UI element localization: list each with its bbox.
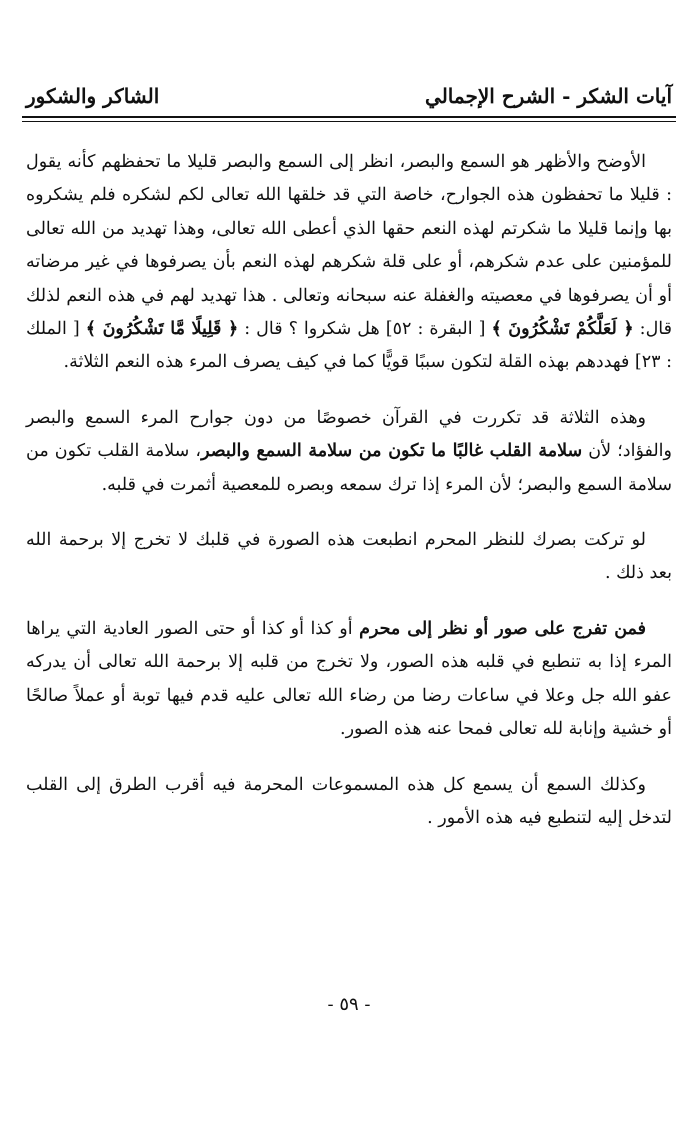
paragraph-5: وكذلك السمع أن يسمع كل هذه المسموعات المحرمة فيه أقرب الطرق إلى القلب لتدخل إليه لتنطبع فيه هذه الأمور . xyxy=(26,774,672,828)
paragraph-4-text: أو كذا أو كذا أو حتى الصور العادية التي يراها المرء إذا به تنطبع في قلبه هذه الصور، ولا تخرج من قلبه إلا برحمة الله تعالى أن يدركه عفو الله جل وعلا في ساعات رضا من رضاء الله تعالى عليه قدم فيها توبة أو عملاً صالحًا أو خشية وإنابة لله تعالى فمحا عنه هذه الصور. xyxy=(26,618,672,740)
page-number: - ٥٩ - xyxy=(327,994,371,1015)
quran-verse-1: ﴿ لَعَلَّكُمْ تَشْكُرُونَ ﴾ xyxy=(491,319,634,340)
running-header xyxy=(22,84,676,114)
paragraph-2-text-b: ، سلامة القلب تكون من سلامة السمع والبصر؛ لأن المرء إذا ترك سمعه وبصره للمعصية أثمرت في قلبه. xyxy=(26,441,672,495)
page-body xyxy=(26,146,672,835)
header-rule-thin xyxy=(22,121,676,122)
paragraph-3: لو تركت بصرك للنظر المحرم انطبعت هذه الصورة في قلبك لا تخرج إلا برحمة الله بعد ذلك . xyxy=(26,530,672,584)
verse-reference-1: [ البقرة : ٥٢] xyxy=(379,319,492,340)
paragraph-2-emphasis: سلامة القلب غالبًا ما تكون من سلامة السمع والبصر xyxy=(201,441,583,462)
paragraph-2-text-a: وهذه الثلاثة قد تكررت في القرآن خصوصًا من دون جوارح المرء السمع والبصر والفؤاد؛ لأن xyxy=(26,407,672,462)
quran-verse-2: ﴿ قَلِيلًا مَّا تَشْكُرُونَ ﴾ xyxy=(85,319,239,340)
paragraph-2 xyxy=(26,402,672,502)
paragraph-1-text-b: هل شكروا ؟ قال : xyxy=(238,319,380,340)
header-rule-thick xyxy=(22,116,676,118)
paragraph-1-text-c: فهددهم بهذه القلة لتكون سببًا قويًّا كما في كيف يصرف المرء هذه النعم الثلاثة. xyxy=(63,352,630,373)
paragraph-1 xyxy=(26,146,672,380)
paragraph-1-text-a: الأوضح والأظهر هو السمع والبصر، انظر إلى السمع والبصر قليلا ما تحفظهم كأنه يقول : قليلا ما تحفظون هذه الجوارح، خاصة التي قد خلقها الله تعالى لكم لشكره فلم يشكروه بها وإنما قليلا ما شكرتم لهذه النعم حقها الذي أعطى الله تعالى، وهذا تهديد من الله تعالى للمؤمنين على عدم شكرهم، أو على قلة شكرهم لهذه النعم بأن يصرفوها في غير مرضاته أو أن يصرفوها في معصيته والغفلة عنه سبحانه وتعالى . هذا تهديد لهم في هذه النعم لذلك قال: xyxy=(26,152,672,340)
paragraph-4-emphasis: فمن تفرج على صور أو نظر إلى محرم xyxy=(359,618,646,639)
chapter-title: آيات الشكر - الشرح الإجمالي xyxy=(425,84,672,108)
verse-reference-2: [ الملك : ٢٣] xyxy=(26,319,672,373)
book-title: الشاكر والشكور xyxy=(26,84,160,108)
paragraph-4 xyxy=(26,613,672,747)
